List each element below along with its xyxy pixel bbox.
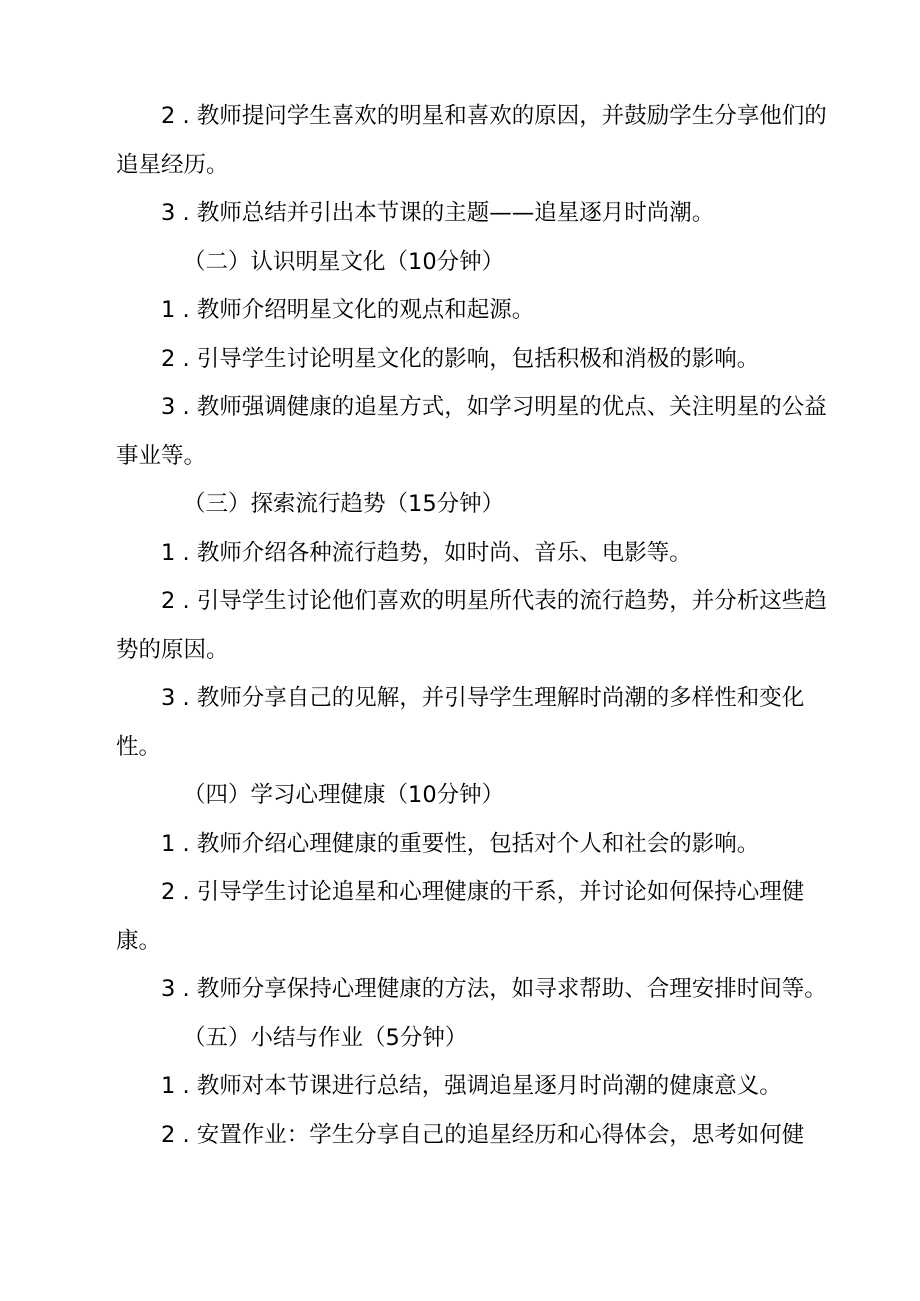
paragraph-item: 3 . 教师分享保持心理健康的方法，如寻求帮助、合理安排时间等。 xyxy=(161,976,827,1002)
paragraph-item: 3 . 教师强调健康的追星方式，如学习明星的优点、关注明星的公益事业等。 xyxy=(116,394,827,469)
paragraph-item: 2 . 安置作业：学生分享自己的追星经历和心得体会，思考如何健 xyxy=(161,1121,805,1148)
paragraph-item: 3 . 教师总结并引出本节课的主题——追星逐月时尚潮。 xyxy=(161,200,715,226)
paragraph-item: 1 . 教师介绍心理健康的重要性，包括对个人和社会的影响。 xyxy=(161,830,760,857)
paragraph-item: 3 . 教师分享自己的见解，并引导学生理解时尚潮的多样性和变化性。 xyxy=(116,685,805,760)
paragraph-item: 1 . 教师介绍各种流行趋势，如时尚、音乐、电影等。 xyxy=(161,539,692,566)
section-heading: （五）小结与作业（5分钟） xyxy=(183,1024,468,1051)
paragraph-item: 2 . 教师提问学生喜欢的明星和喜欢的原因，并鼓励学生分享他们的追星经历。 xyxy=(116,103,827,178)
section-heading: （四）学习心理健康（10分钟） xyxy=(183,782,505,808)
paragraph-item: 2 . 引导学生讨论明星文化的影响，包括积极和消极的影响。 xyxy=(161,345,760,372)
paragraph-item: 2 . 引导学生讨论追星和心理健康的干系，并讨论如何保持心理健康。 xyxy=(116,879,805,954)
paragraph-item: 1 . 教师介绍明星文化的观点和起源。 xyxy=(161,297,535,323)
section-heading: （三）探索流行趋势（15分钟） xyxy=(183,491,505,517)
paragraph-item: 1 . 教师对本节课进行总结，强调追星逐月时尚潮的健康意义。 xyxy=(161,1073,782,1099)
document-body xyxy=(116,92,832,1159)
paragraph-item: 2 . 引导学生讨论他们喜欢的明星所代表的流行趋势，并分析这些趋势的原因。 xyxy=(116,588,827,663)
section-heading: （二）认识明星文化（10分钟） xyxy=(183,248,505,275)
